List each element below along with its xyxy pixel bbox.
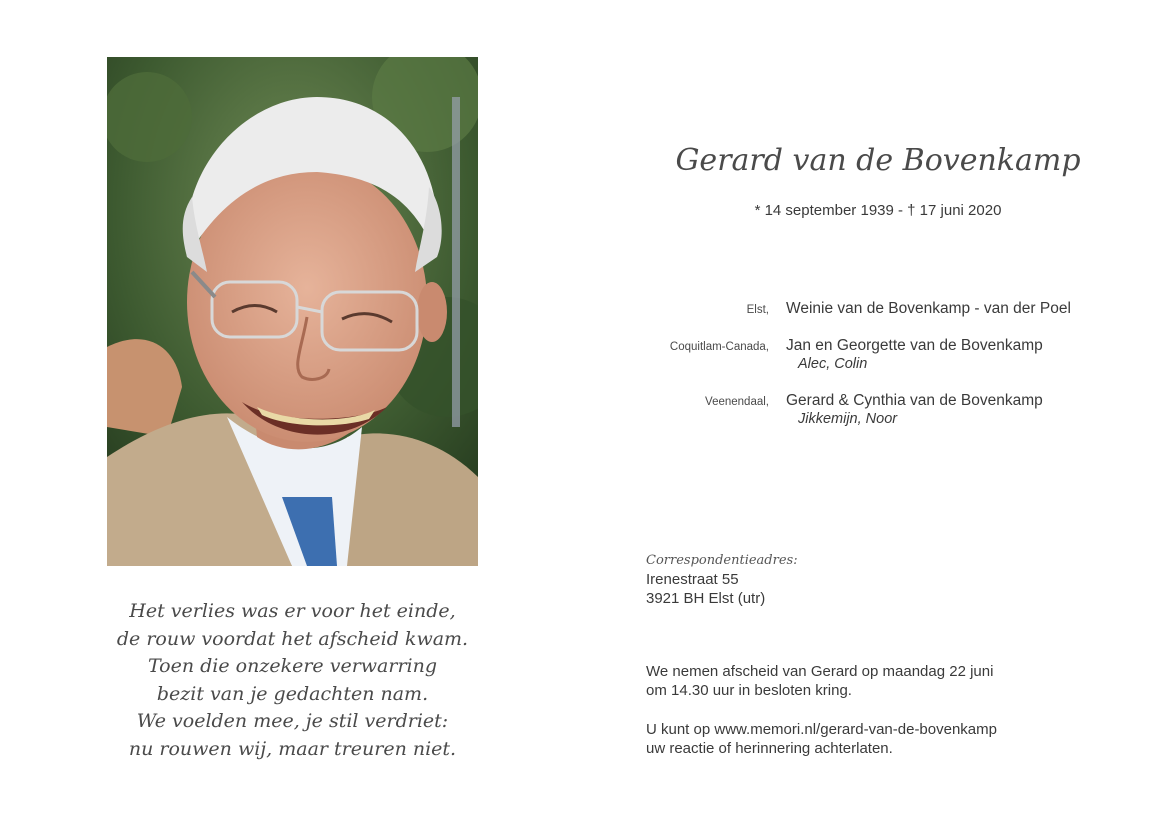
- deceased-name: Gerard van de Bovenkamp: [675, 143, 1081, 178]
- family-name: Gerard & Cynthia van de Bovenkamp: [786, 392, 1043, 409]
- family-place: Elst,: [746, 304, 769, 316]
- farewell-line: om 14.30 uur in besloten kring.: [646, 682, 852, 699]
- poem-line: nu rouwen wij, maar treuren niet.: [128, 737, 457, 760]
- poem-line: We voelden mee, je stil verdriet:: [136, 710, 449, 732]
- family-children: Alec, Colin: [798, 356, 868, 372]
- memori-line: uw reactie of herinnering achterlaten.: [646, 740, 893, 757]
- portrait-photo: [107, 57, 478, 566]
- family-children: Jikkemijn, Noor: [798, 411, 898, 427]
- farewell-notice: [646, 662, 997, 778]
- family-list: [640, 300, 1140, 428]
- address-city: 3921 BH Elst (utr): [646, 590, 766, 607]
- life-dates: * 14 september 1939 - † 17 juni 2020: [754, 202, 1002, 219]
- correspondence-address: [646, 551, 798, 608]
- address-label: Correspondentieadres:: [646, 553, 798, 568]
- poem-line: de rouw voordat het afscheid kwam.: [116, 627, 469, 650]
- family-place: Veenendaal,: [705, 396, 769, 408]
- poem-line: bezit van je gedachten nam.: [156, 682, 429, 705]
- poem-line: Toen die onzekere verwarring: [147, 655, 438, 677]
- family-name: Jan en Georgette van de Bovenkamp: [786, 337, 1043, 354]
- memori-paragraph: [646, 720, 997, 758]
- address-street: Irenestraat 55: [646, 571, 739, 588]
- family-entry: [640, 337, 1140, 373]
- farewell-line: We nemen afscheid van Gerard op maandag 22 juni: [646, 663, 994, 680]
- farewell-paragraph: [646, 662, 997, 700]
- family-entry: [640, 392, 1140, 428]
- memori-line: U kunt op www.memori.nl/gerard-van-de-bovenkamp: [646, 721, 997, 738]
- family-name: Weinie van de Bovenkamp - van der Poel: [786, 300, 1071, 317]
- family-entry: [640, 300, 1140, 320]
- memorial-poem: [107, 598, 478, 763]
- portrait-illustration: [107, 57, 478, 566]
- family-place: Coquitlam-Canada,: [669, 341, 769, 353]
- poem-line: Het verlies was er voor het einde,: [129, 600, 456, 622]
